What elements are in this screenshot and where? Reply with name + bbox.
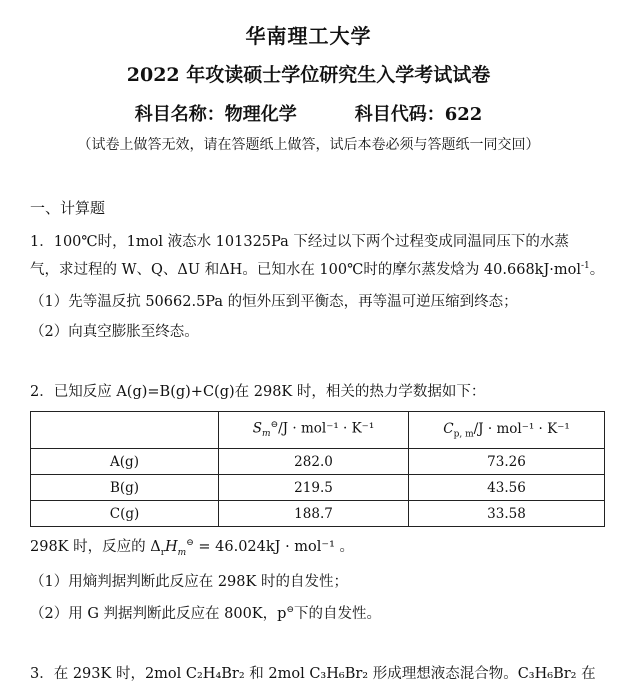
q2-item2: （2）用 G 判据判断此反应在 800K，p⊖下的自发性。	[30, 605, 381, 622]
table-row	[31, 475, 605, 501]
subject-line	[0, 100, 617, 126]
table-header-blank	[31, 412, 219, 449]
university-name: 华南理工大学	[245, 24, 372, 48]
entropy-cell: 282.0	[219, 449, 409, 475]
exam-note: （试卷上做答无效，请在答题纸上做答，试后本卷必须与答题纸一同交回）	[77, 137, 540, 153]
heat-capacity-cell: 73.26	[409, 449, 605, 475]
table-row	[31, 449, 605, 475]
heat-capacity-cell: 33.58	[409, 501, 605, 527]
subject-code: 科目代码：622	[354, 104, 483, 125]
species-cell: A(g)	[31, 449, 219, 475]
q2-intro: 2．已知反应 A(g)=B(g)+C(g)在 298K 时，相关的热力学数据如下：	[30, 384, 486, 400]
table-header-heat-capacity: $C_{p, m}/J \cdot mol^{-1} \cdot K^{-1}$	[409, 412, 605, 449]
section-heading: 一、计算题	[30, 199, 106, 217]
table-row	[31, 501, 605, 527]
q3-line1: 3．在 293K 时，2mol C₂H₄Br₂ 和 2mol C₃H₆Br₂ 形成理想液态混合物。C₃H₆Br₂ 在	[30, 666, 596, 682]
heat-capacity-cell: 43.56	[409, 475, 605, 501]
q1-item1: （1）先等温反抗 50662.5Pa 的恒外压到平衡态，再等温可逆压缩到终态；	[30, 294, 518, 310]
entropy-cell: 188.7	[219, 501, 409, 527]
q2-item1: （1）用熵判据判断此反应在 298K 时的自发性；	[30, 574, 348, 590]
q1-line1: 1．100℃时，1mol 液态水 101325Pa 下经过以下两个过程变成同温同压下的水蒸	[30, 234, 569, 250]
exam-title: 2022 年攻读硕士学位研究生入学考试试卷	[126, 64, 491, 86]
thermo-data-table	[30, 411, 605, 527]
subject-name: 科目名称：物理化学	[134, 104, 297, 125]
species-cell: B(g)	[31, 475, 219, 501]
species-cell: C(g)	[31, 501, 219, 527]
q1-line2: 气，求过程的 W、Q、ΔU 和ΔH。已知水在 100℃时的摩尔蒸发焓为 40.668kJ·mol$^{-1}$。	[30, 261, 605, 278]
q2-reaction-enthalpy: 298K 时，反应的 $\Delta_rH_m^⊖ = 46.024kJ \cdot mol^{-1}$ 。	[30, 538, 354, 558]
q1-item2: （2）向真空膨胀至终态。	[30, 324, 199, 340]
table-header-entropy: $S_m^⊖/J \cdot mol^{-1} \cdot K^{-1}$	[219, 412, 409, 449]
table-header-row	[31, 412, 605, 449]
entropy-cell: 219.5	[219, 475, 409, 501]
